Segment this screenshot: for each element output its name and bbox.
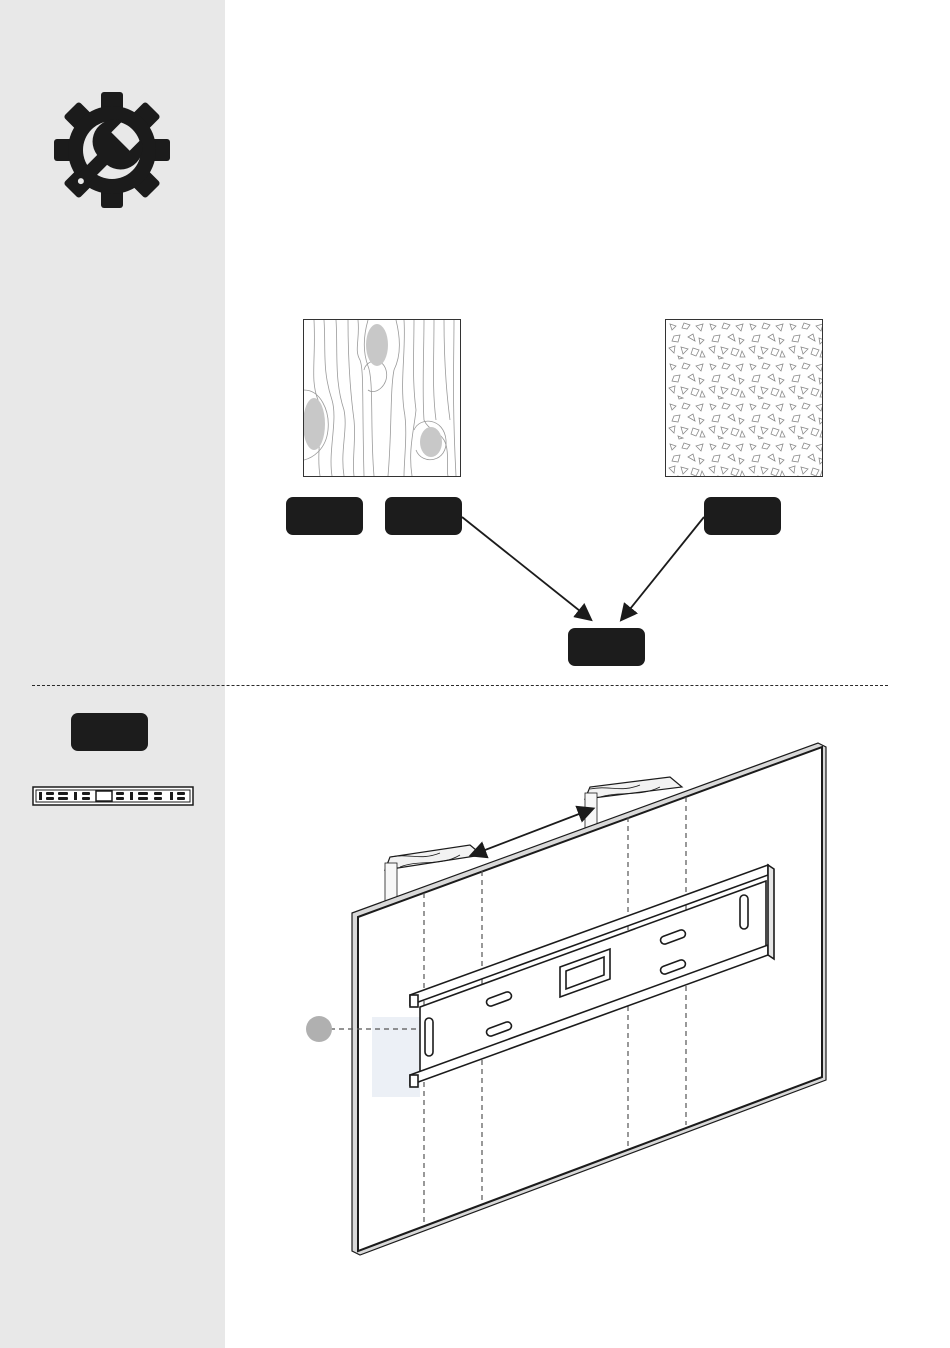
arrow-wood-to-result: [462, 517, 590, 619]
wood-label-right: [385, 497, 462, 535]
wall-mount-illustration: [290, 735, 850, 1260]
concrete-swatch: [665, 319, 823, 477]
section-divider: [32, 685, 888, 686]
result-label: [568, 628, 645, 666]
arrow-concrete-to-result: [622, 517, 704, 619]
wall-plate-thumbnail: [32, 786, 194, 806]
concrete-label: [704, 497, 781, 535]
callout-marker: [306, 1016, 332, 1042]
gear-wrench-icon: [50, 88, 175, 213]
wood-stud-swatch: [303, 319, 461, 477]
wood-label-left: [286, 497, 363, 535]
part-label: [71, 713, 148, 751]
